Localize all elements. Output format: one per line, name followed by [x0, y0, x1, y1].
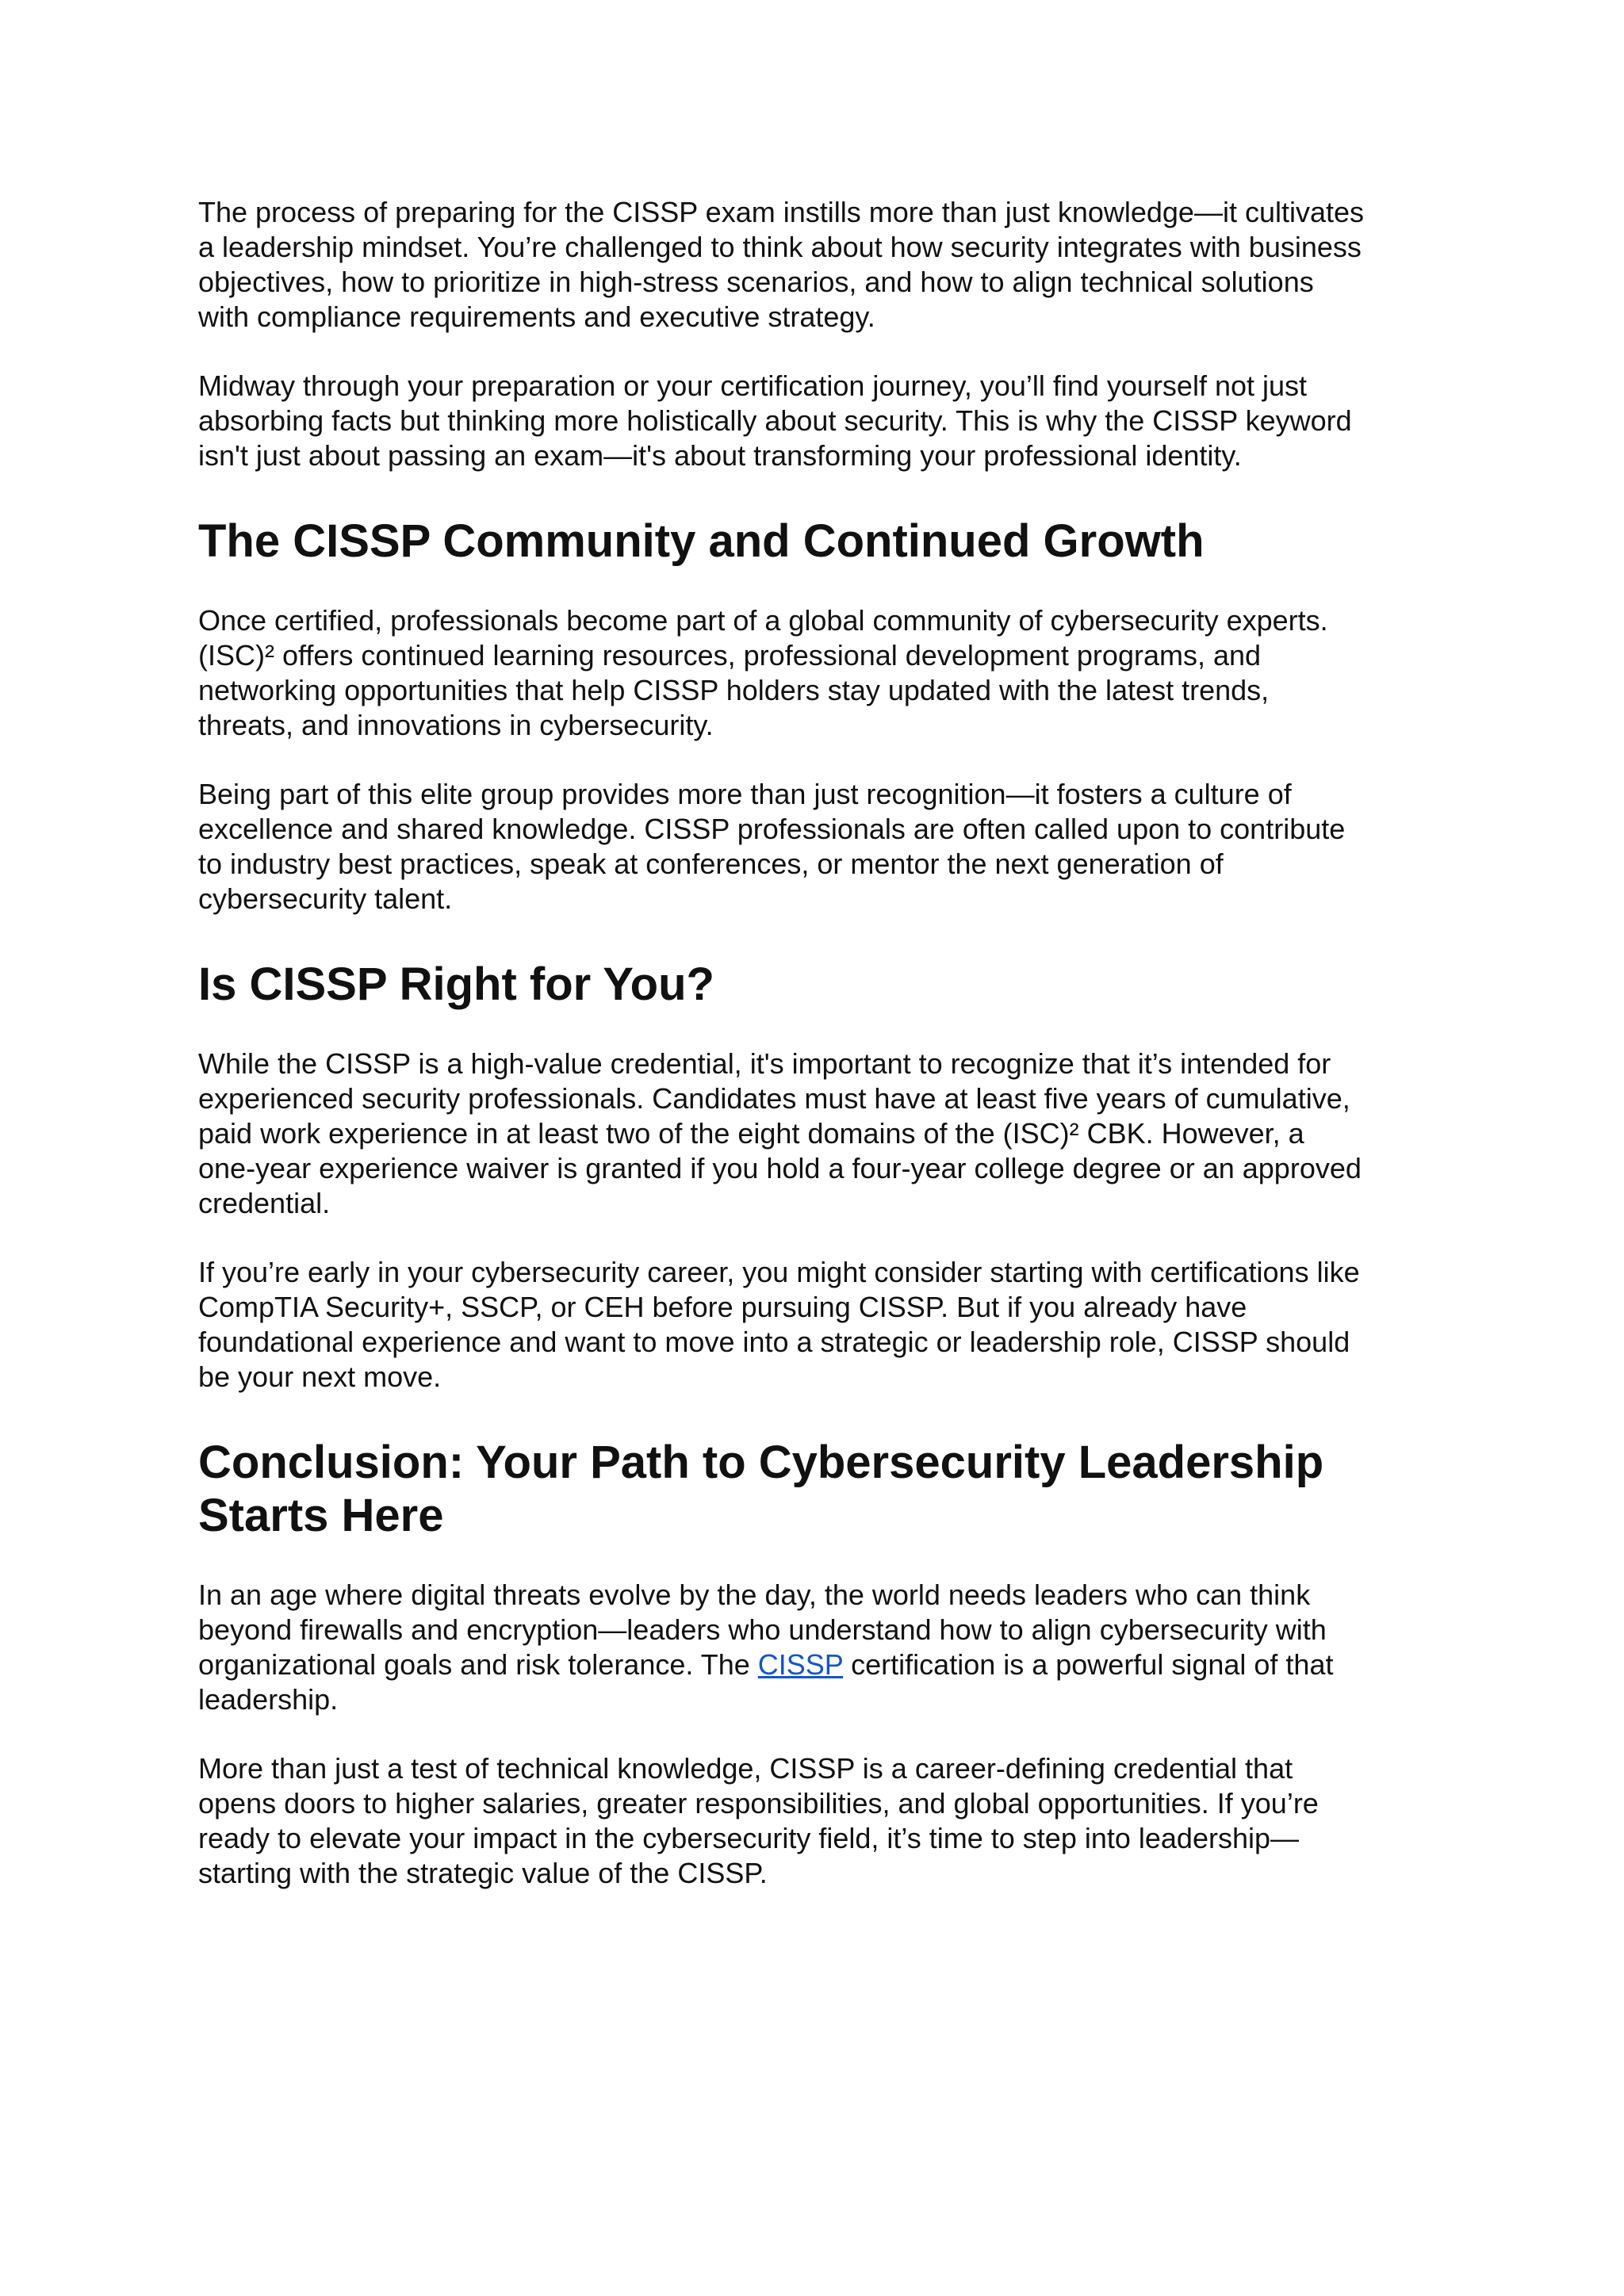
paragraph-leadership-mindset: The process of preparing for the CISSP exam instills more than just knowledge—it cultivates a leadership mindset. You’re challenged to think about how security integrates with business objectives, how to prioritize in high-stress scenarios, and how to align technical solutions with compliance requirements and executive strategy.: [198, 196, 1365, 333]
heading-right-for-you: Is CISSP Right for You?: [198, 959, 714, 1010]
paragraph-digital-threats: [198, 1578, 1451, 1717]
paragraph-midway-preparation: Midway through your preparation or your certification journey, you’ll find yourself not just absorbing facts but thinking more holistically about security. This is why the CISSP keyword isn't just about passing an exam—it's about transforming your professional identity.: [198, 369, 1352, 472]
paragraph-early-career: If you’re early in your cybersecurity career, you might consider starting with certifications like CompTIA Security+, SSCP, or CEH before pursuing CISSP. But if you already have foundational experience and want to move into a strategic or leadership role, CISSP should be your next move.: [198, 1256, 1360, 1393]
cissp-link[interactable]: CISSP: [757, 1648, 844, 1681]
document-page: [198, 195, 1451, 1891]
paragraph-elite-group: Being part of this elite group provides more than just recognition—it fosters a culture of excellence and shared knowledge. CISSP professionals are often called upon to contribute to industry best practices, speak at conferences, or mentor the next generation of cybersecurity talent.: [198, 778, 1346, 915]
paragraph-digital-threats-text-start: In an age where digital threats evolve by the day, the world needs leaders who can think beyond firewalls and encryption—leaders who understand how to align cybersecurity with organizational goals and risk tolerance. The: [198, 1578, 1327, 1681]
paragraph-global-community: Once certified, professionals become part of a global community of cybersecurity experts. (ISC)² offers continued learning resources, professional development programs, and networking opportunities that help CISSP holders stay updated with the latest trends, threats, and innovations in cybersecurity.: [198, 604, 1328, 741]
paragraph-digital-threats-text-end: certification is a powerful signal of that leadership.: [198, 1648, 1334, 1716]
heading-conclusion: Conclusion: Your Path to Cybersecurity Leadership Starts Here: [198, 1437, 1324, 1541]
paragraph-experience-requirements: While the CISSP is a high-value credential, it's important to recognize that it’s intended for experienced security professionals. Candidates must have at least five years of cumulative, paid work experience in at least two of the eight domains of the (ISC)² CBK. However, a one-year experience waiver is granted if you hold a four-year college degree or an approved credential.: [198, 1047, 1362, 1219]
paragraph-career-defining: More than just a test of technical knowledge, CISSP is a career-defining credential that opens doors to higher salaries, greater responsibilities, and global opportunities. If you’re ready to elevate your impact in the cybersecurity field, it’s time to step into leadership— starting with the strategic value of the CISSP.: [198, 1752, 1319, 1889]
heading-community-growth: The CISSP Community and Continued Growth: [198, 515, 1205, 567]
